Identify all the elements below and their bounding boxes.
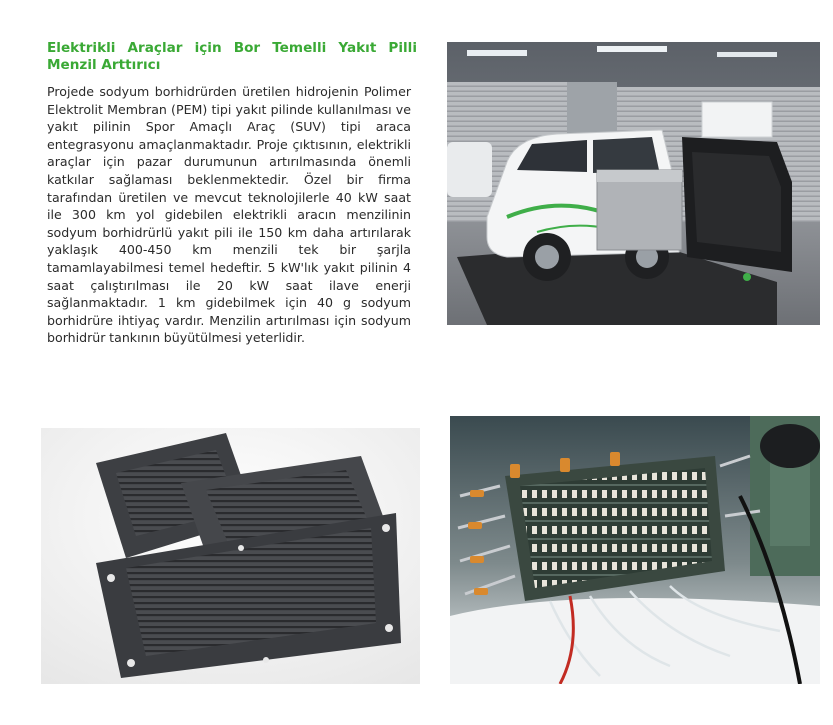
suv-garage-photo	[447, 42, 820, 325]
fuel-cell-stack-photo	[450, 416, 820, 684]
article-body: Projede sodyum borhidrürden üretilen hidrojenin Polimer Elektrolit Membran (PEM) tipi yakıt pilinde kullanılması ve yakıt pilinin Spor Amaçlı Araç (SUV) tipi araca entegrasyonu amaçlanmaktadır. Proje çıktısının, elektrikli araçlar için pazar durumunun artırılmasında önemli katkılar sağlaması beklenmektedir. Özel bir firma tarafından üretilen ve mevcut teknolojilerle 40 kW saat ile 300 km yol gidebilen elektrikli aracın menzilinin sodyum borhidrürlü yakıt pili ile 150 km daha artırılarak yaklaşık 400-450 km menzili tek bir şarjla tamamlayabilmesi temel hedeftir. 5 kW'lık yakıt pilinin 4 saat çalıştırılması ile 20 kW saat ilave enerji sağlanmaktadır. 1 km gidebilmek için 40 g sodyum borhidrüre ihtiyaç vardır. Menzilin artırılması için sodyum borhidrür tankının büyütülmesi yeterlidir.	[47, 84, 411, 346]
bipolar-plates-photo	[41, 428, 420, 684]
article-title: Elektrikli Araçlar için Bor Temelli Yakıt Pilli Menzil Arttırıcı	[47, 40, 417, 73]
